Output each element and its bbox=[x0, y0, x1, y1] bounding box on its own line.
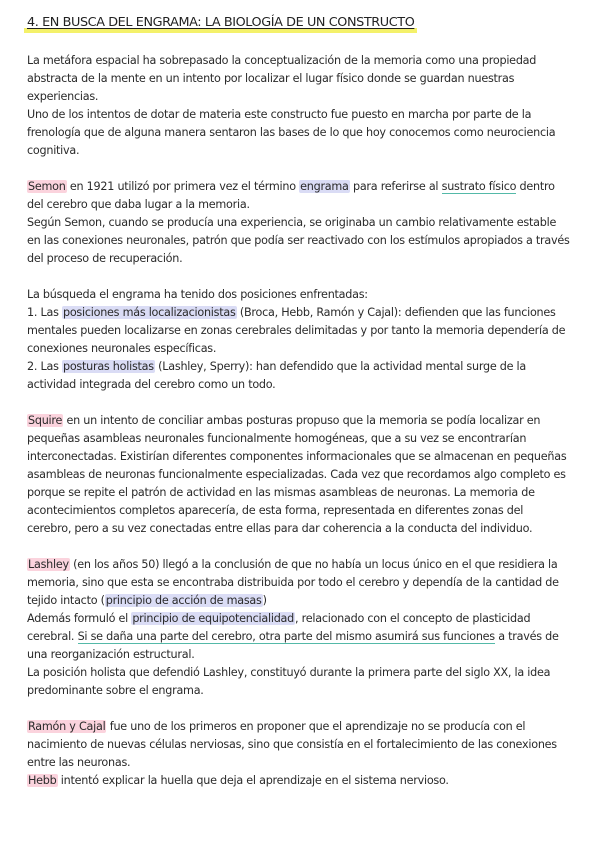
cajal-paragraph: Ramón y Cajal fue uno de los primeros en proponer que el aprendizaje no se producía con el nacimiento de nuevas células nerviosas, sino que consistía en el fortalecimiento de las conexiones entre las neuronas. bbox=[27, 720, 557, 769]
semon-highlight: Semon bbox=[28, 180, 66, 193]
lashley-paragraph: Lashley (en los años 50) llegó a la conclusión de que no había un locus único en el que residiera la memoria, sino que esta se encontraba distribuida por todo el cerebro y dependía de la cantidad de tejido intacto (principio de acción de masas) bbox=[27, 558, 559, 607]
sustrato-underline: sustrato físico bbox=[441, 180, 517, 193]
intro-paragraph: La metáfora espacial ha sobrepasado la conceptualización de la memoria como una propiedad abstracta de la mente en un intento por localizar el lugar físico donde se guardan nuestras experiencias. bbox=[27, 54, 537, 103]
semon-explanation-paragraph: Según Semon, cuando se producía una experiencia, se originaba un cambio relativamente estable en las conexiones neuronales, patrón que podía ser reactivado con los estímulos apropiados a través del proceso de recuperación. bbox=[27, 216, 570, 265]
hebb-highlight: Hebb bbox=[28, 774, 57, 787]
equipotencialidad-highlight: principio de equipotencialidad bbox=[132, 612, 295, 625]
squire-highlight: Squire bbox=[28, 414, 63, 427]
squire-paragraph: Squire en un intento de conciliar ambas posturas propuso que la memoria se podía localizar en pequeñas asambleas neuronales funcionalmente homogéneas, que a su vez se encontrarían interconectadas. Existirían diferentes componentes informacionales que se almacenan en pequeñas asambleas de neuronas funcionalmente especializadas. Cada vez que recordamos algo completo es porque se repite el patrón de actividad en las mismas asambleas de neuronas. La memoria de acontecimientos completos aparecería, de esta forma, representada en diferentes zonas del cerebro, pero a su vez conectadas entre ellas para dar coherencia a la conducta del individuo. bbox=[27, 414, 567, 535]
damage-underline: Si se daña una parte del cerebro, otra parte del mismo asumirá sus funciones bbox=[77, 630, 495, 643]
semon-paragraph: Semon en 1921 utilizó por primera vez el término engrama para referirse al sustrato físico dentro del cerebro que daba lugar a la memoria. bbox=[27, 180, 555, 211]
cajal-highlight: Ramón y Cajal bbox=[28, 720, 106, 733]
positions-intro: La búsqueda el engrama ha tenido dos posiciones enfrentadas: bbox=[27, 288, 368, 301]
lashley-holist-paragraph: La posición holista que defendió Lashley, constituyó durante la primera parte del siglo XX, la idea predominante sobre el engrama. bbox=[27, 666, 551, 697]
engrama-highlight: engrama bbox=[300, 180, 349, 193]
position-item-2: 2. Las posturas holistas (Lashley, Sperry): han defendido que la actividad mental surge de la actividad integrada del cerebro como un todo. bbox=[27, 360, 527, 391]
localizacionistas-highlight: posiciones más localizacionistas bbox=[62, 306, 236, 319]
position-item-1: 1. Las posiciones más localizacionistas (Broca, Hebb, Ramón y Cajal): defienden que las funciones mentales pueden localizarse en zonas cerebrales delimitadas y por tanto la memoria dependería de conexiones neuronales específicas. bbox=[27, 306, 566, 355]
lashley-highlight: Lashley bbox=[28, 558, 69, 571]
equipotencialidad-paragraph: Además formuló el principio de equipotencialidad, relacionado con el concepto de plasticidad cerebral. Si se daña una parte del cerebro, otra parte del mismo asumirá sus funciones a través de una reorganización estructural. bbox=[27, 612, 559, 661]
holistas-highlight: posturas holistas bbox=[62, 360, 154, 373]
accion-masas-highlight: principio de acción de masas bbox=[105, 594, 262, 607]
page-title: 4. EN BUSCA DEL ENGRAMA: LA BIOLOGÍA DE UN CONSTRUCTO bbox=[24, 14, 417, 33]
hebb-paragraph: Hebb intentó explicar la huella que deja el aprendizaje en el sistema nervioso. bbox=[28, 774, 449, 787]
phrenology-paragraph: Uno de los intentos de dotar de materia este constructo fue puesto en marcha por parte de la frenología que de alguna manera sentaron las bases de lo que hoy conocemos como neurociencia cognitiva. bbox=[27, 108, 556, 157]
